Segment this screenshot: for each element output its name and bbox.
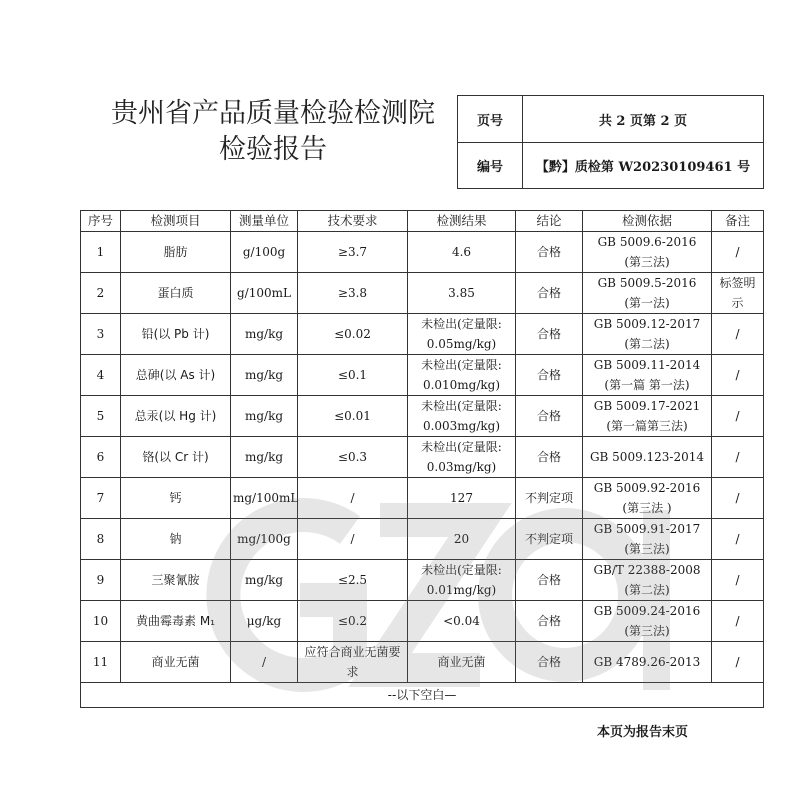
cell-result-text: 未检出(定量限: <box>421 399 502 413</box>
cell-conclusion-text: 合格 <box>536 450 561 464</box>
report-info-box <box>457 95 764 189</box>
cell-basis <box>583 601 712 642</box>
cell-basis-text: GB 5009.24-2016 <box>593 604 701 618</box>
cell-result <box>408 601 516 642</box>
cell-no <box>81 519 121 560</box>
cell-basis <box>583 437 712 478</box>
cell-result-text-line2: 0.010mg/kg) <box>422 378 501 392</box>
cell-req-text: 应符合商业无菌要求 <box>304 645 401 679</box>
cell-basis-text: GB 5009.11-2014 <box>593 358 701 372</box>
cell-note <box>712 396 764 437</box>
cell-note <box>712 437 764 478</box>
cell-unit <box>231 642 298 683</box>
cell-basis <box>583 560 712 601</box>
cell-result <box>408 642 516 683</box>
cell-basis-text: GB 4789.26-2013 <box>593 655 701 669</box>
cell-item-text: 总汞(以 Hg 计) <box>134 409 217 423</box>
table-row <box>81 355 764 396</box>
cell-basis <box>583 232 712 273</box>
cell-no <box>81 314 121 355</box>
column-header: 序号 <box>81 211 121 232</box>
cell-basis <box>583 396 712 437</box>
cell-unit <box>231 314 298 355</box>
cell-unit-text: g/100mL <box>237 286 291 300</box>
cell-result-text: 未检出(定量限: <box>421 440 502 454</box>
cell-req <box>298 601 408 642</box>
cell-note-text: / <box>735 655 740 669</box>
cell-note <box>712 314 764 355</box>
cell-unit <box>231 601 298 642</box>
cell-req <box>298 314 408 355</box>
cell-no-text: 8 <box>96 532 105 546</box>
cell-unit-text: / <box>261 655 267 669</box>
report-number: 【黔】质检第 W20230109461 号 <box>535 159 751 175</box>
cell-no-text: 1 <box>96 245 105 259</box>
cell-note-text: / <box>735 245 740 259</box>
column-header: 检测项目 <box>121 211 231 232</box>
cell-conclusion <box>516 273 583 314</box>
cell-unit <box>231 396 298 437</box>
cell-result-text: 127 <box>450 491 473 505</box>
cell-note <box>712 601 764 642</box>
cell-note <box>712 519 764 560</box>
cell-no <box>81 396 121 437</box>
cell-req-text: ≤0.02 <box>334 327 371 341</box>
cell-item <box>121 642 231 683</box>
cell-note-text: / <box>735 573 740 587</box>
cell-result <box>408 314 516 355</box>
cell-req <box>298 437 408 478</box>
cell-note-text: / <box>735 532 740 546</box>
cell-unit <box>231 273 298 314</box>
cell-result-text: <0.04 <box>443 614 480 628</box>
cell-unit-text: mg/kg <box>244 409 284 423</box>
column-header: 结论 <box>516 211 583 232</box>
cell-basis-text: GB 5009.12-2017 <box>593 317 701 331</box>
cell-basis-text-line2: (第三法 ) <box>622 501 672 515</box>
cell-basis-text: GB 5009.6-2016 <box>597 235 697 249</box>
cell-item-text: 脂肪 <box>163 245 188 259</box>
institute-name: 贵州省产品质量检验检测院 <box>111 98 435 129</box>
cell-result <box>408 355 516 396</box>
cell-note-text: / <box>735 614 740 628</box>
cell-req-text: ≤0.01 <box>334 409 371 423</box>
cell-item <box>121 519 231 560</box>
cell-conclusion <box>516 519 583 560</box>
cell-note <box>712 642 764 683</box>
number-label: 编号 <box>458 142 523 188</box>
cell-req <box>298 560 408 601</box>
cell-basis-text-line2: (第一法) <box>624 296 670 310</box>
cell-item-text: 三聚氰胺 <box>151 573 200 587</box>
cell-req-text: / <box>350 532 355 546</box>
cell-no-text: 3 <box>96 327 105 341</box>
table-row <box>81 519 764 560</box>
cell-result-text-line2: 0.01mg/kg) <box>426 583 497 597</box>
cell-req <box>298 273 408 314</box>
cell-basis <box>583 519 712 560</box>
cell-basis-text-line2: (第三法) <box>624 255 670 269</box>
cell-no-text: 6 <box>96 450 105 464</box>
cell-basis <box>583 355 712 396</box>
cell-no <box>81 478 121 519</box>
cell-note-text: / <box>735 409 740 423</box>
cell-note <box>712 478 764 519</box>
cell-basis-text-line2: (第二法) <box>624 337 670 351</box>
cell-no <box>81 273 121 314</box>
cell-unit <box>231 437 298 478</box>
cell-conclusion-text: 不判定项 <box>524 491 573 505</box>
cell-conclusion-text: 合格 <box>536 327 561 341</box>
cell-req <box>298 355 408 396</box>
cell-no <box>81 560 121 601</box>
cell-req-text: / <box>350 491 355 505</box>
table-row <box>81 232 764 273</box>
cell-unit <box>231 355 298 396</box>
cell-result <box>408 560 516 601</box>
cell-no <box>81 437 121 478</box>
page-value: 共 2 页第 2 页 <box>598 113 688 129</box>
table-row <box>81 478 764 519</box>
cell-item-text: 总砷(以 As 计) <box>135 368 216 382</box>
cell-basis-text: GB/T 22388-2008 <box>593 563 701 577</box>
cell-conclusion-text: 合格 <box>536 573 561 587</box>
cell-result-text-line2: 0.05mg/kg) <box>426 337 497 351</box>
cell-conclusion <box>516 601 583 642</box>
table-row <box>81 273 764 314</box>
table-row <box>81 396 764 437</box>
cell-req <box>298 232 408 273</box>
cell-result-text: 3.85 <box>448 286 475 300</box>
cell-no-text: 9 <box>96 573 105 587</box>
cell-unit-text: mg/kg <box>244 368 284 382</box>
blank-below-note: --以下空白— <box>81 683 764 708</box>
cell-note <box>712 560 764 601</box>
cell-unit-text: mg/kg <box>244 327 284 341</box>
table-row <box>81 601 764 642</box>
cell-conclusion-text: 合格 <box>536 614 561 628</box>
cell-result-text-line2: 0.03mg/kg) <box>426 460 497 474</box>
cell-result-text: 未检出(定量限: <box>421 358 502 372</box>
column-header: 检测依据 <box>583 211 712 232</box>
cell-item-text: 铬(以 Cr 计) <box>142 450 209 464</box>
cell-conclusion <box>516 314 583 355</box>
cell-basis <box>583 314 712 355</box>
cell-no-text: 7 <box>96 491 105 505</box>
cell-conclusion <box>516 560 583 601</box>
cell-no <box>81 601 121 642</box>
cell-item-text: 黄曲霉毒素 M₁ <box>136 614 215 628</box>
cell-conclusion-text: 合格 <box>536 245 561 259</box>
report-type: 检验报告 <box>219 134 327 165</box>
cell-item <box>121 560 231 601</box>
column-header: 检测结果 <box>408 211 516 232</box>
cell-item-text: 钙 <box>169 491 182 505</box>
report-title <box>108 96 438 168</box>
cell-item <box>121 232 231 273</box>
cell-note <box>712 273 764 314</box>
cell-result-text: 未检出(定量限: <box>421 563 502 577</box>
cell-req-text: ≤0.1 <box>337 368 368 382</box>
cell-basis-text: GB 5009.5-2016 <box>597 276 697 290</box>
cell-req-text: ≥3.7 <box>337 245 368 259</box>
cell-req <box>298 478 408 519</box>
page-label: 页号 <box>458 96 523 142</box>
cell-unit-text: g/100g <box>242 245 286 259</box>
cell-unit-text: μg/kg <box>246 614 282 628</box>
cell-conclusion <box>516 642 583 683</box>
cell-result <box>408 232 516 273</box>
cell-conclusion-text: 合格 <box>536 368 561 382</box>
cell-result <box>408 273 516 314</box>
cell-basis-text-line2: (第三法) <box>624 542 670 556</box>
cell-no-text: 5 <box>96 409 105 423</box>
cell-item-text: 铅(以 Pb 计) <box>141 327 210 341</box>
cell-result-text: 未检出(定量限: <box>421 317 502 331</box>
cell-item <box>121 273 231 314</box>
cell-conclusion-text: 不判定项 <box>524 532 573 546</box>
cell-result-text: 4.6 <box>451 245 472 259</box>
cell-conclusion <box>516 396 583 437</box>
table-row <box>81 314 764 355</box>
cell-result-text: 20 <box>453 532 470 546</box>
cell-basis <box>583 478 712 519</box>
cell-basis-text-line2: (第一篇第三法) <box>606 419 688 433</box>
cell-req <box>298 396 408 437</box>
cell-basis <box>583 273 712 314</box>
cell-conclusion <box>516 232 583 273</box>
cell-note-text: 标签明示 <box>719 276 756 310</box>
cell-note-text: / <box>735 491 740 505</box>
cell-result-text: 商业无菌 <box>437 655 486 669</box>
cell-unit-text: mg/kg <box>244 573 284 587</box>
cell-note <box>712 232 764 273</box>
cell-note-text: / <box>735 368 740 382</box>
cell-result <box>408 437 516 478</box>
cell-unit <box>231 560 298 601</box>
cell-basis-text-line2: (第三法) <box>624 624 670 638</box>
cell-no-text: 2 <box>96 286 105 300</box>
cell-no-text: 10 <box>92 614 109 628</box>
cell-unit-text: mg/kg <box>244 450 284 464</box>
cell-req-text: ≤0.2 <box>337 614 368 628</box>
cell-basis-text: GB 5009.91-2017 <box>593 522 701 536</box>
cell-result <box>408 478 516 519</box>
cell-note-text: / <box>735 450 740 464</box>
results-table <box>80 210 764 708</box>
cell-unit <box>231 232 298 273</box>
table-row <box>81 560 764 601</box>
cell-req-text: ≤2.5 <box>337 573 368 587</box>
cell-result-text-line2: 0.003mg/kg) <box>422 419 501 433</box>
cell-conclusion <box>516 437 583 478</box>
cell-basis-text-line2: (第二法) <box>624 583 670 597</box>
cell-no <box>81 642 121 683</box>
cell-item <box>121 396 231 437</box>
table-row <box>81 437 764 478</box>
column-header: 备注 <box>712 211 764 232</box>
cell-basis-text: GB 5009.123-2014 <box>589 450 705 464</box>
cell-basis-text: GB 5009.17-2021 <box>593 399 701 413</box>
cell-item <box>121 478 231 519</box>
cell-no-text: 4 <box>96 368 105 382</box>
cell-no-text: 11 <box>92 655 109 669</box>
cell-req-text: ≤0.3 <box>337 450 368 464</box>
cell-note <box>712 355 764 396</box>
cell-conclusion-text: 合格 <box>536 409 561 423</box>
cell-result <box>408 519 516 560</box>
cell-req <box>298 519 408 560</box>
table-row <box>81 642 764 683</box>
column-header: 测量单位 <box>231 211 298 232</box>
cell-req <box>298 642 408 683</box>
cell-item <box>121 314 231 355</box>
cell-basis-text: GB 5009.92-2016 <box>593 481 701 495</box>
cell-conclusion <box>516 478 583 519</box>
cell-note-text: / <box>735 327 740 341</box>
cell-basis <box>583 642 712 683</box>
cell-item-text: 蛋白质 <box>157 286 194 300</box>
cell-conclusion-text: 合格 <box>536 655 561 669</box>
cell-item <box>121 437 231 478</box>
cell-item-text: 钠 <box>169 532 182 546</box>
column-header: 技术要求 <box>298 211 408 232</box>
cell-conclusion-text: 合格 <box>536 286 561 300</box>
cell-unit-text: mg/100g <box>237 532 291 546</box>
cell-unit-text: mg/100mL <box>233 491 299 505</box>
cell-unit <box>231 478 298 519</box>
cell-unit <box>231 519 298 560</box>
cell-req-text: ≥3.8 <box>337 286 368 300</box>
cell-item <box>121 601 231 642</box>
cell-result <box>408 396 516 437</box>
cell-item <box>121 355 231 396</box>
cell-conclusion <box>516 355 583 396</box>
cell-no <box>81 232 121 273</box>
cell-item-text: 商业无菌 <box>151 655 200 669</box>
cell-no <box>81 355 121 396</box>
cell-basis-text-line2: (第一篇 第一法) <box>604 378 690 392</box>
report-end-note: 本页为报告末页 <box>597 725 689 740</box>
